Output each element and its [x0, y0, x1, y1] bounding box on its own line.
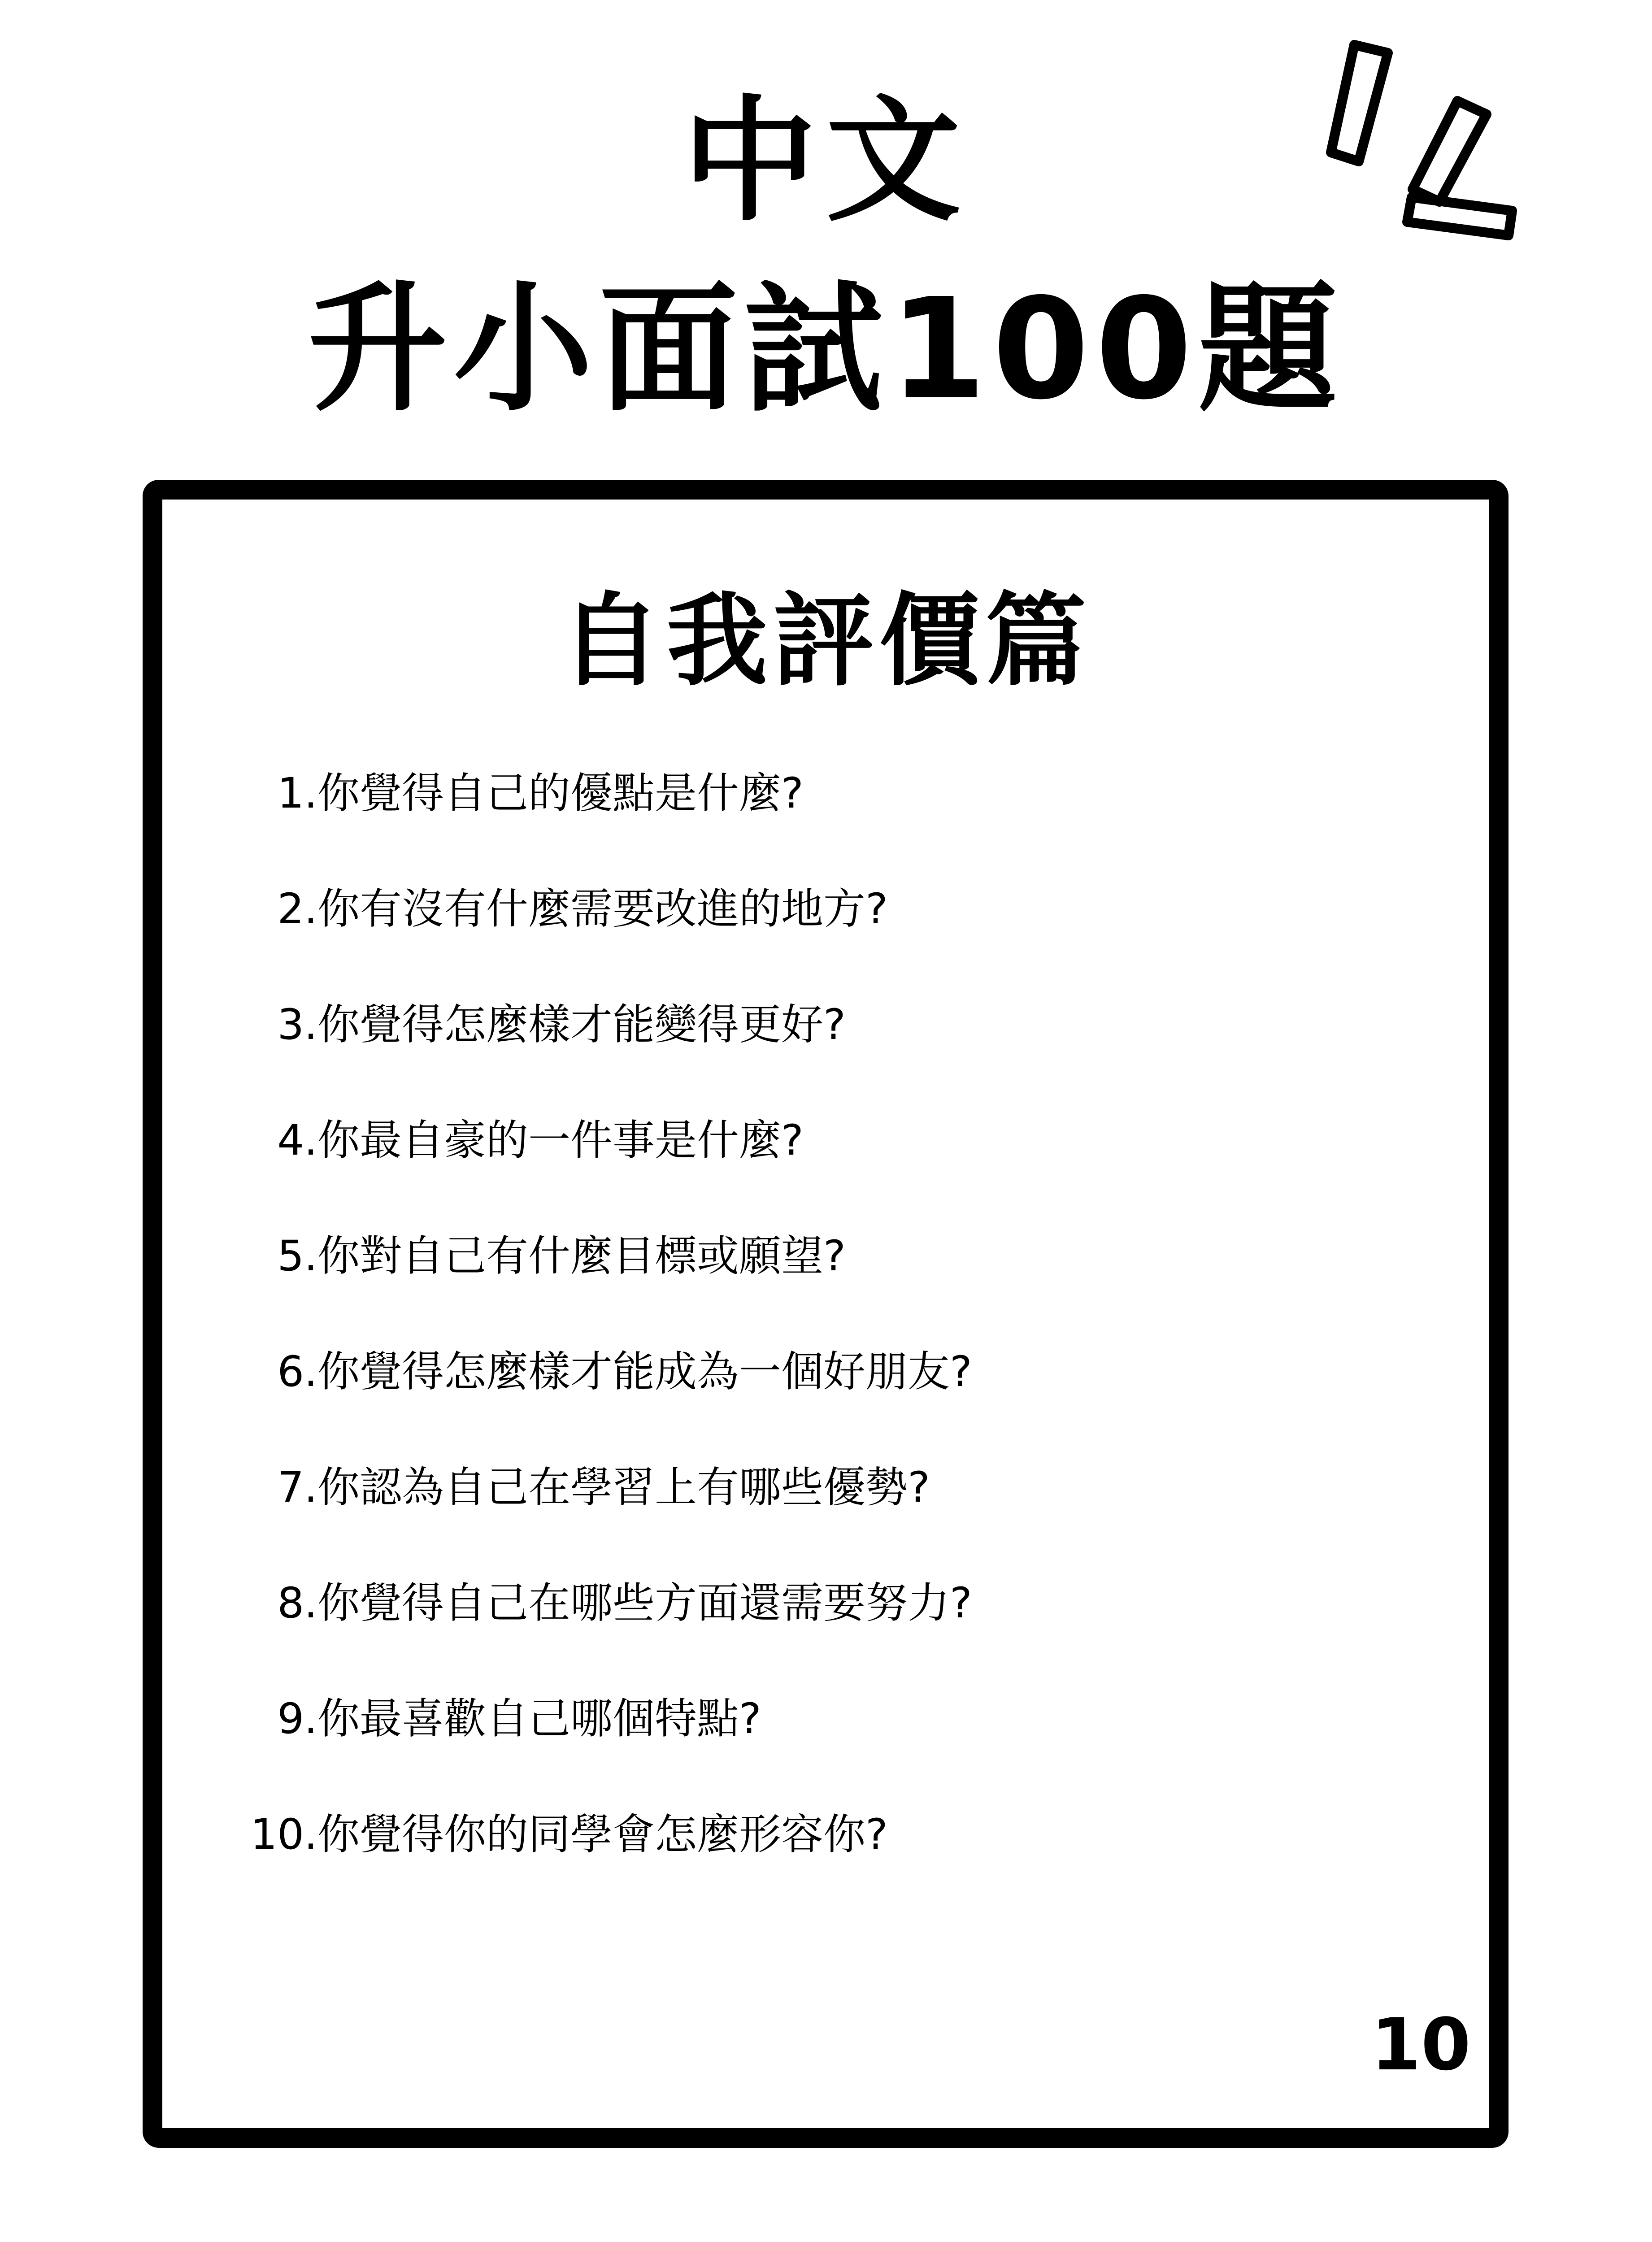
question-text: 你覺得自己在哪些方面還需要努力?	[317, 1579, 972, 1628]
question-number: 10.	[250, 1810, 317, 1859]
emphasis-marks-icon	[1309, 18, 1543, 251]
list-item	[224, 1568, 1390, 1683]
question-text: 你覺得你的同學會怎麼形容你?	[317, 1810, 888, 1859]
list-item	[224, 989, 1390, 1105]
question-number: 6.	[277, 1347, 317, 1396]
list-item	[224, 758, 1390, 873]
question-number: 1.	[277, 769, 317, 818]
question-text: 你對自己有什麼目標或願望?	[317, 1232, 846, 1281]
question-text: 你覺得自己的優點是什麼?	[317, 769, 804, 818]
question-text: 你最喜歡自己哪個特點?	[317, 1695, 761, 1743]
question-text: 你認為自己在學習上有哪些優勢?	[317, 1463, 930, 1512]
emphasis-mark-2	[1413, 101, 1487, 202]
list-item	[224, 873, 1390, 989]
question-number: 4.	[277, 1116, 317, 1165]
title-line-2: 升小面試100題	[308, 269, 1344, 430]
question-text: 你覺得怎麼樣才能成為一個好朋友?	[317, 1347, 972, 1396]
question-text: 你最自豪的一件事是什麼?	[317, 1116, 804, 1165]
list-item	[224, 1105, 1390, 1221]
title-line-1: 中文	[683, 83, 969, 239]
question-text: 你有沒有什麼需要改進的地方?	[317, 885, 888, 934]
section-title: 自我評價篇	[560, 582, 1092, 700]
list-item	[224, 1799, 1390, 1915]
question-list	[224, 758, 1390, 1915]
question-number: 8.	[277, 1579, 317, 1628]
emphasis-mark-1	[1331, 45, 1388, 161]
question-text: 你覺得怎麼樣才能變得更好?	[317, 1000, 846, 1049]
question-number: 9.	[277, 1695, 317, 1743]
list-item	[224, 1683, 1390, 1799]
page-number: 10	[1371, 2003, 1471, 2086]
list-item	[224, 1336, 1390, 1452]
question-number: 3.	[277, 1000, 317, 1049]
question-number: 7.	[277, 1463, 317, 1512]
list-item	[224, 1221, 1390, 1336]
list-item	[224, 1452, 1390, 1568]
question-number: 5.	[277, 1232, 317, 1281]
question-number: 2.	[277, 885, 317, 934]
emphasis-mark-3	[1407, 197, 1512, 235]
